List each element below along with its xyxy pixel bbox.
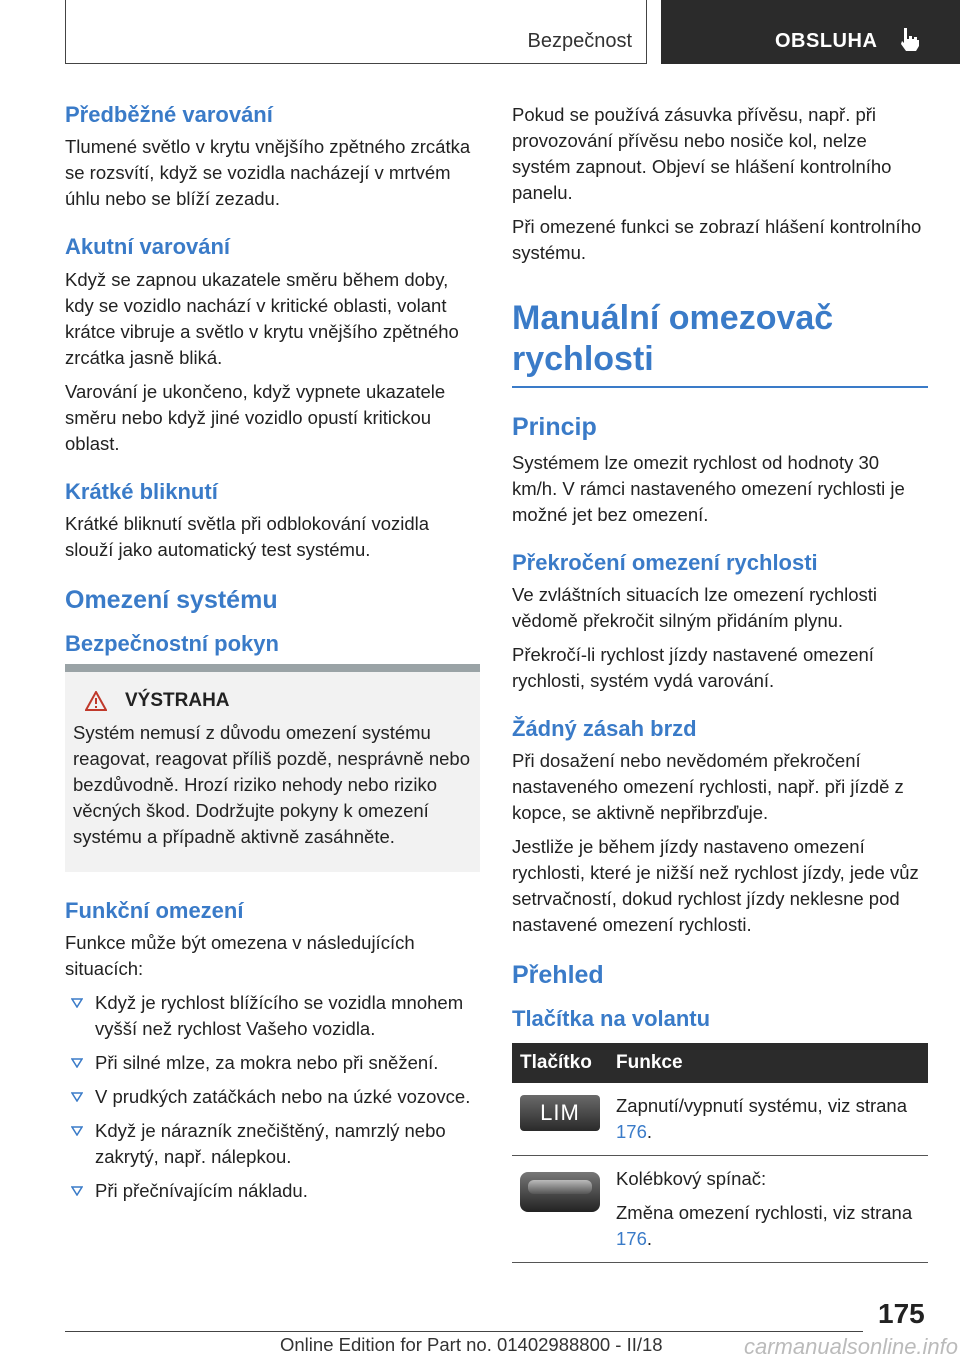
paragraph-prekroceni-2: Překročí-li rychlost jízdy nastavené omezení rychlosti, systém vydá varování. [512, 643, 874, 691]
page-number: 175 [878, 1298, 925, 1329]
header-section-title: Bezpečnost [527, 30, 632, 52]
paragraph-limited-function: Při omezené funkci se zobrazí hlášení kontrolního systému. [512, 216, 922, 263]
list-item: Při přečnívajícím nákladu. [65, 1178, 480, 1204]
column-header-button: Tlačítko [512, 1043, 608, 1083]
warning-triangle-icon [85, 691, 107, 711]
bullet-triangle-icon [71, 1126, 83, 1136]
list-item: Při silné mlze, za mokra nebo při sněžení. [65, 1050, 480, 1076]
table-row [512, 1083, 928, 1156]
paragraph-trailer-socket: Pokud se používá zásuvka přívěsu, např. při provozování přívěsu nebo nosiče kol, nelze systém zapnout. Objeví se hlášení kontrolního panelu. [512, 104, 892, 203]
paragraph-akutni-1: Když se zapnou ukazatele směru během doby, kdy se vozidlo nachází v kritické oblasti, volant krátce vibruje a světlo v krytu vnějšího zpětného zrcátka jasně bliká. [65, 268, 459, 368]
bullet-triangle-icon [71, 1186, 83, 1196]
paragraph-kratke: Krátké bliknutí světla při odblokování vozidla slouží jako automatický test systému. [65, 513, 430, 561]
page-reference-link[interactable]: 176 [616, 1120, 647, 1142]
warning-box [65, 664, 480, 872]
rocker-switch-icon [520, 1172, 600, 1212]
bullet-triangle-icon [71, 1092, 83, 1102]
bullet-triangle-icon [71, 1058, 83, 1068]
list-item: V prudkých zatáčkách nebo na úzké vozovce. [65, 1084, 480, 1110]
limitations-list [65, 990, 480, 1204]
chapter-title: Manuální omezovač rychlosti [512, 299, 834, 378]
paragraph-predbezne: Tlumené světlo v krytu vnějšího zpětného zrcátka se rozsvítí, když se vozidla nacházejí v mrtvém úhlu nebo se blíží zezadu. [65, 136, 471, 210]
heading-prekroceni: Překročení omezení rychlosti [512, 549, 818, 575]
header-chapter-box [661, 0, 960, 64]
heading-kratke: Krátké bliknutí [65, 478, 218, 504]
list-item: Když je rychlost blížícího se vozidla mnohem vyšší než rychlost Vašeho vozidla. [65, 990, 480, 1042]
table-cell-button [512, 1155, 608, 1262]
table-cell-button [512, 1083, 608, 1156]
table-cell-function: Kolébkový spínač: Změna omezení rychlosti, viz strana 176. [608, 1155, 928, 1262]
watermark-text: carmanualsonline.info [744, 1334, 959, 1359]
heading-bezpecnostni: Bezpečnostní pokyn [65, 631, 279, 657]
heading-funkcni: Funkční omezení [65, 897, 244, 923]
heading-predbezne: Předběžné varování [65, 102, 273, 127]
header-section-box [65, 0, 647, 64]
heading-princip: Princip [512, 412, 597, 441]
right-column [512, 102, 928, 1263]
buttons-table [512, 1043, 928, 1263]
bullet-triangle-icon [71, 998, 83, 1008]
header-chapter-title: OBSLUHA [775, 30, 878, 52]
column-header-function: Funkce [608, 1043, 928, 1083]
chapter-title-rule [512, 386, 928, 388]
paragraph-funkcni: Funkce může být omezena v následujících situacích: [65, 931, 415, 979]
footer-rule [65, 1331, 863, 1332]
heading-prehled: Přehled [512, 961, 604, 990]
warning-title: VÝSTRAHA [125, 689, 230, 711]
paragraph-prekroceni-1: Ve zvláštních situacích lze omezení rychlosti vědomě překročit silným přidáním plynu. [512, 583, 878, 631]
list-item: Když je nárazník znečištěný, namrzlý nebo zakrytý, např. nálepkou. [65, 1118, 480, 1170]
table-row [512, 1155, 928, 1262]
heading-zadny-zasah: Žádný zásah brzd [512, 715, 697, 741]
paragraph-zadny-2: Jestliže je během jízdy nastaveno omezení rychlosti, které je nižší než rychlost jízdy, jede vůz setrvačností, dokud rychlost jízdy neklesne pod nastavené omezení rychlosti. [512, 836, 919, 936]
warning-text: Systém nemusí z důvodu omezení systému reagovat, reagovat příliš pozdě, nesprávně nebo bezdůvodně. Hrozí riziko nehody nebo riziko věcných škod. Dodržujte pokyny k omezení systému a případně aktivně zasáhněte. [73, 721, 470, 847]
warning-title-row [73, 690, 474, 712]
left-column [65, 102, 480, 1212]
table-cell-function: Zapnutí/vypnutí systému, viz strana 176. [608, 1083, 928, 1156]
table-header-row [512, 1043, 928, 1083]
paragraph-princip: Systémem lze omezit rychlost od hodnoty 30 km/h. V rámci nastaveného omezení rychlosti je možné jet bez omezení. [512, 451, 905, 525]
pointing-hand-icon [897, 26, 923, 54]
heading-tlacitka: Tlačítka na volantu [512, 1006, 711, 1032]
heading-omezeni: Omezení systému [65, 586, 278, 615]
page-reference-link[interactable]: 176 [616, 1227, 647, 1249]
lim-button-label: LIM [540, 1099, 580, 1125]
footer-edition: Online Edition for Part no. 01402988800 - II/18 [280, 1334, 663, 1355]
lim-button-icon [520, 1095, 600, 1131]
heading-akutni: Akutní varování [65, 234, 231, 260]
paragraph-zadny-1: Při dosažení nebo nevědomém překročení nastaveného omezení rychlosti, např. při jízdě z kopce, se aktivně nepřibrzďuje. [512, 750, 904, 824]
paragraph-akutni-2: Varování je ukončeno, když vypnete ukazatele směru nebo když jiné vozidlo opustí kritickou oblast. [65, 380, 446, 454]
